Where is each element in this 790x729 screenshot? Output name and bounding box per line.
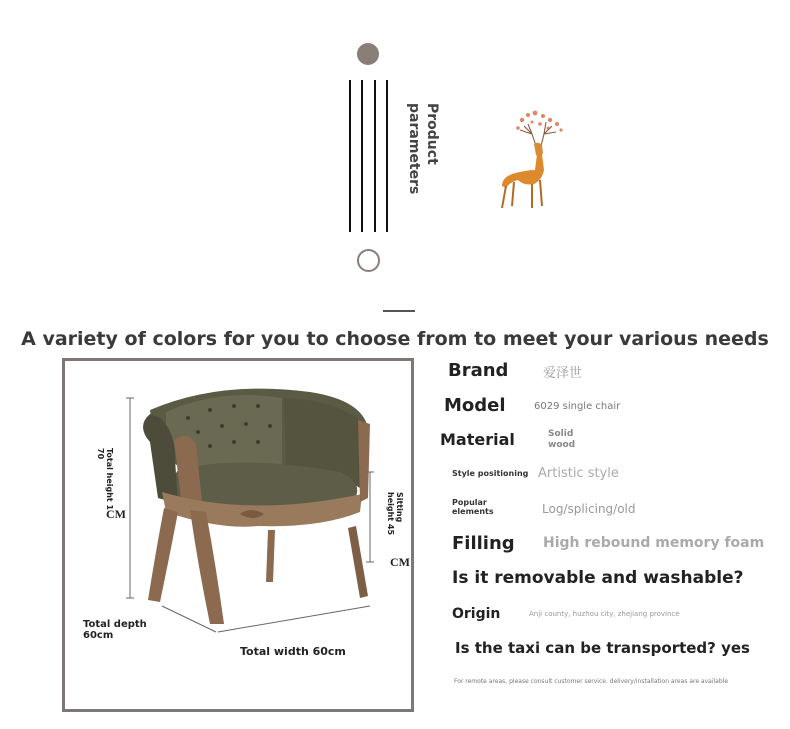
- sitting-height-label: Sitting height 45: [386, 492, 404, 536]
- popular-label: [452, 498, 494, 516]
- decor-line: [361, 80, 363, 232]
- removable-question: Is it removable and washable?: [452, 568, 744, 588]
- decor-line: [374, 80, 376, 232]
- decor-line: [386, 80, 388, 232]
- filling-value: High rebound memory foam: [543, 535, 765, 551]
- decor-dot-outline: [357, 249, 380, 272]
- popular-label-line1: Popular: [452, 498, 487, 507]
- material-label: Material: [440, 430, 515, 449]
- style-value: Artistic style: [538, 466, 619, 481]
- model-label: Model: [444, 395, 506, 416]
- brand-value: 爱泽世: [543, 366, 583, 381]
- material-value-line2: wood: [548, 440, 576, 450]
- style-label: Style positioning: [452, 469, 529, 478]
- headline: A variety of colors for you to choose from to meet your various needs: [21, 328, 769, 350]
- footnote: For remote areas, please consult customer service. delivery/installation areas are available: [454, 678, 729, 685]
- origin-value: Anji county, huzhou city, zhejiang province: [529, 610, 680, 618]
- brand-label: Brand: [448, 360, 509, 381]
- taxi-question: Is the taxi can be transported? yes: [455, 639, 750, 657]
- decor-dot-filled: [357, 43, 379, 65]
- section-title-line1: Product: [424, 103, 440, 165]
- section-title: [404, 103, 444, 203]
- popular-label-line2: elements: [452, 507, 494, 516]
- filling-label: Filling: [452, 533, 515, 554]
- decor-divider: [383, 310, 415, 312]
- popular-value: Log/splicing/old: [542, 502, 636, 516]
- material-value: [548, 429, 575, 451]
- total-width-label: Total width 60cm: [240, 645, 346, 658]
- origin-label: Origin: [452, 606, 501, 622]
- total-height-unit: CM: [106, 507, 126, 521]
- total-height-label: Total height 1 70: [96, 448, 114, 511]
- model-value: 6029 single chair: [534, 401, 621, 412]
- section-title-line2: parameters: [406, 103, 422, 195]
- total-depth-line2: 60cm: [83, 630, 114, 641]
- decor-line: [349, 80, 351, 232]
- material-value-line1: Solid: [548, 429, 574, 439]
- total-depth-line1: Total depth: [83, 619, 147, 630]
- deer-illustration: [488, 108, 578, 218]
- sitting-height-unit: CM: [390, 555, 410, 569]
